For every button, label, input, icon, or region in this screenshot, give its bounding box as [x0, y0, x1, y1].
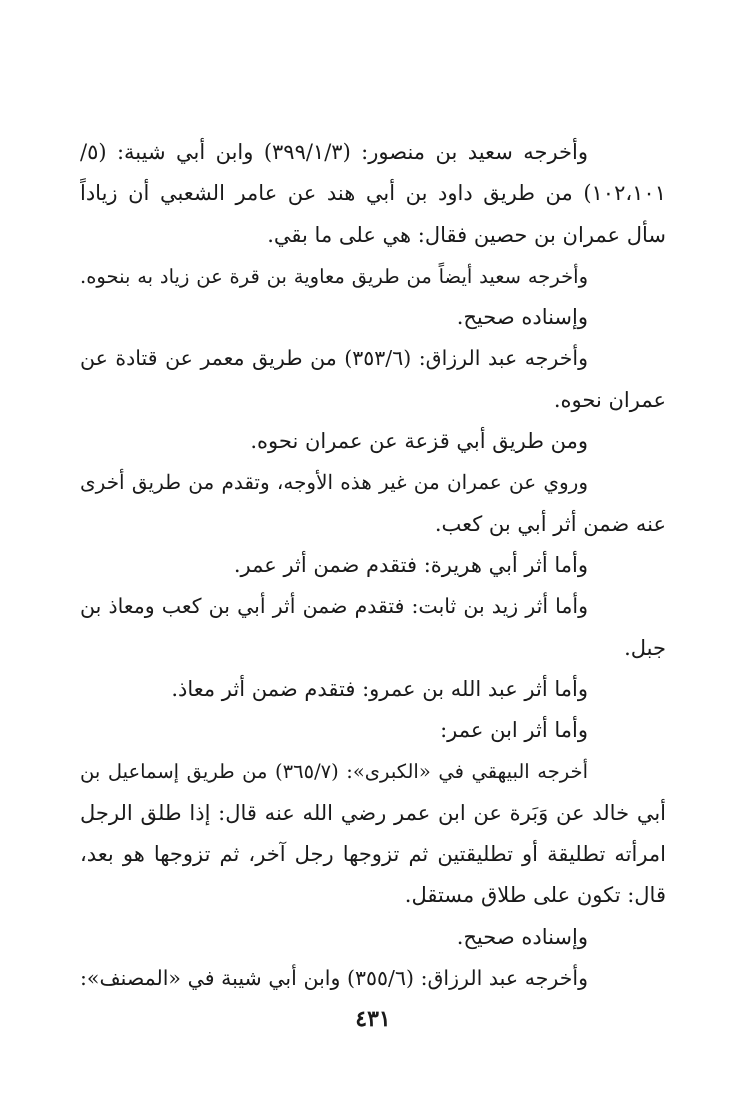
page-number: ٤٣١ — [355, 1006, 391, 1032]
text-line: سأل عمران بن حصين فقال: هي على ما بقي. — [267, 222, 666, 247]
text-line: جبل. — [624, 635, 666, 660]
text-line: وإسناده صحيح. — [456, 305, 588, 330]
text-line: وأما أثر ابن عمر: — [440, 718, 588, 743]
text-line: وأما أثر أبي هريرة: فتقدم ضمن أثر عمر. — [233, 552, 588, 577]
text-line: وإسناده صحيح. — [456, 924, 588, 949]
text-line: وأما أثر عبد الله بن عمرو: فتقدم ضمن أثر معاذ. — [171, 676, 588, 701]
text-line: أبي خالد عن وَبَرة عن ابن عمر رضي الله عنه قال: إذا طلق الرجل — [80, 800, 666, 825]
document-body — [80, 132, 666, 999]
text-line: أخرجه البيهقي في «الكبرى»: (٣٦٥/٧) من طريق إسماعيل بن — [80, 760, 588, 784]
text-line: ١٠٢،١٠١) من طريق داود بن أبي هند عن عامر الشعبي أن زياداً — [80, 181, 666, 206]
text-line: وأخرجه سعيد أيضاً من طريق معاوية بن قرة عن زياد به بنحوه. — [80, 264, 588, 288]
text-line: عنه ضمن أثر أبي بن كعب. — [434, 511, 666, 536]
text-line: وروي عن عمران من غير هذه الأوجه، وتقدم من طريق أخرى — [80, 470, 588, 495]
text-line: وأخرجه عبد الرزاق: (٣٥٥/٦) وابن أبي شيبة في «المصنف»: — [80, 965, 588, 990]
text-line: وأخرجه سعيد بن منصور: (٣٩٩/١/٣) وابن أبي شيبة: (٥/ — [80, 140, 588, 164]
text-line: وأما أثر زيد بن ثابت: فتقدم ضمن أثر أبي بن كعب ومعاذ بن — [80, 594, 588, 619]
text-line: وأخرجه عبد الرزاق: (٣٥٣/٦) من طريق معمر عن قتادة عن — [80, 346, 588, 371]
text-line: ومن طريق أبي قزعة عن عمران نحوه. — [250, 429, 588, 454]
text-line: عمران نحوه. — [553, 387, 666, 412]
text-line: امرأته تطليقة أو تطليقتين ثم تزوجها رجل آخر، ثم تزوجها هو بعد، — [80, 842, 666, 867]
text-line: قال: تكون على طلاق مستقل. — [404, 883, 666, 908]
